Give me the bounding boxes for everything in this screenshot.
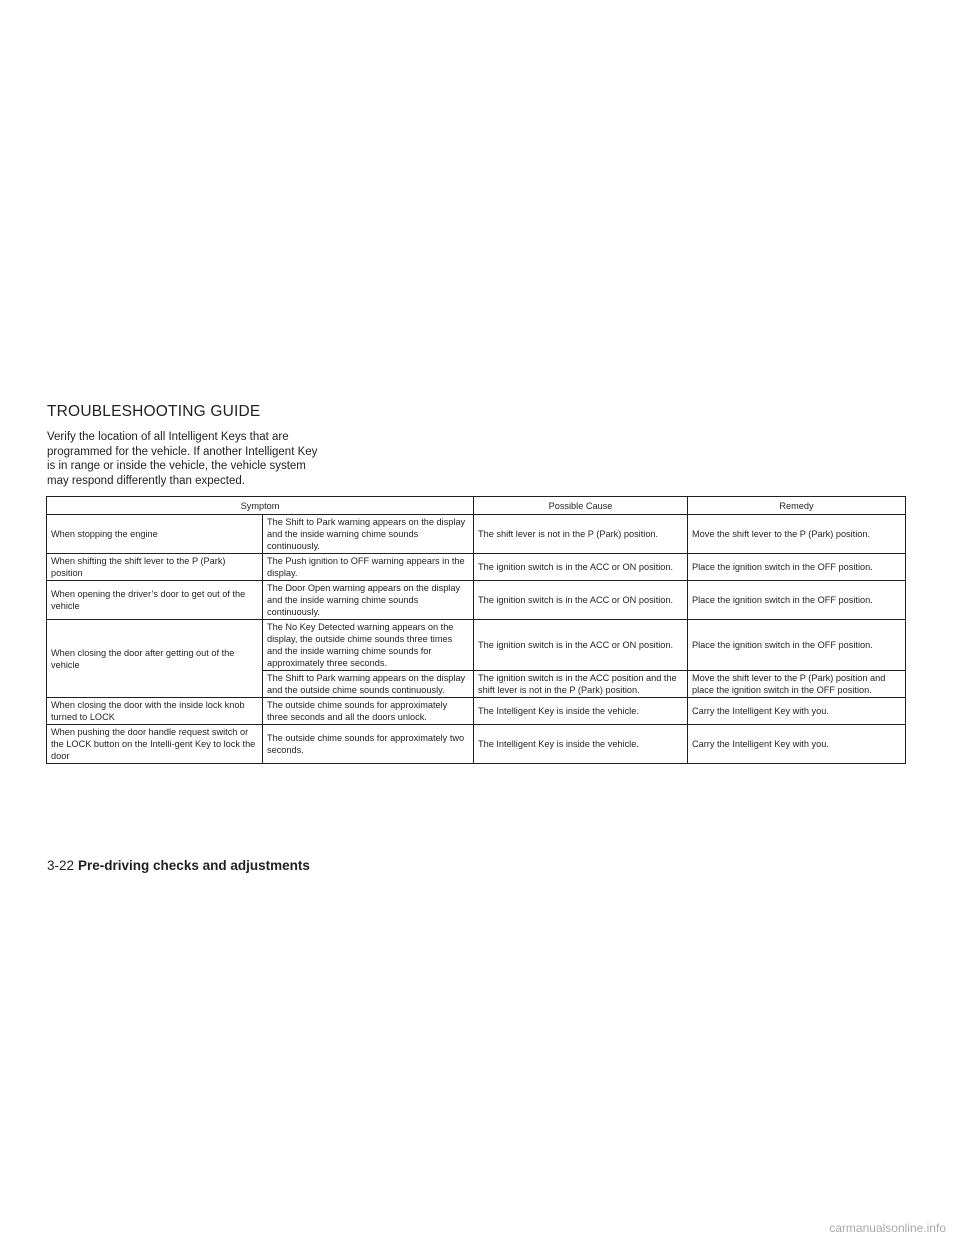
cell-situation: When closing the door after getting out of the vehicle: [47, 620, 263, 698]
cell-cause: The ignition switch is in the ACC position and the shift lever is not in the P (Park) position.: [474, 671, 688, 698]
table-row: [47, 698, 906, 725]
cell-symptom: The outside chime sounds for approximately two seconds.: [263, 725, 474, 764]
cell-situation: When shifting the shift lever to the P (Park) position: [47, 554, 263, 581]
cell-situation: When pushing the door handle request switch or the LOCK button on the Intelli-gent Key to lock the door: [47, 725, 263, 764]
cell-situation: When opening the driver’s door to get out of the vehicle: [47, 581, 263, 620]
cell-situation: When stopping the engine: [47, 515, 263, 554]
header-symptom: Symptom: [47, 497, 474, 515]
page-footer: [47, 858, 310, 873]
table-row: [47, 515, 906, 554]
section-name: Pre-driving checks and adjustments: [78, 858, 310, 873]
cell-remedy: Carry the Intelligent Key with you.: [688, 698, 906, 725]
table-header-row: [47, 497, 906, 515]
table-row: [47, 581, 906, 620]
header-possible-cause: Possible Cause: [474, 497, 688, 515]
intro-paragraph: Verify the location of all Intelligent Keys that are programmed for the vehicle. If another Intelligent Key is in range or inside the vehicle, the vehicle system may respond differently than expected.: [47, 431, 318, 487]
cell-symptom: The No Key Detected warning appears on the display, the outside chime sounds three times and the inside warning chime sounds for approximately three seconds.: [263, 620, 474, 671]
cell-cause: The shift lever is not in the P (Park) position.: [474, 515, 688, 554]
page-number: 3-22: [47, 858, 75, 873]
header-remedy: Remedy: [688, 497, 906, 515]
cell-cause: The ignition switch is in the ACC or ON position.: [474, 554, 688, 581]
cell-remedy: Move the shift lever to the P (Park) position and place the ignition switch in the OFF position.: [688, 671, 906, 698]
cell-symptom: The Door Open warning appears on the display and the inside warning chime sounds continuously.: [263, 581, 474, 620]
cell-remedy: Place the ignition switch in the OFF position.: [688, 554, 906, 581]
cell-cause: The ignition switch is in the ACC or ON position.: [474, 581, 688, 620]
cell-cause: The Intelligent Key is inside the vehicle.: [474, 698, 688, 725]
cell-remedy: Carry the Intelligent Key with you.: [688, 725, 906, 764]
cell-symptom: The Push ignition to OFF warning appears in the display.: [263, 554, 474, 581]
watermark[interactable]: carmanualsonline.info: [829, 1221, 946, 1235]
table-row: [47, 620, 906, 671]
cell-cause: The Intelligent Key is inside the vehicle.: [474, 725, 688, 764]
cell-cause: The ignition switch is in the ACC or ON position.: [474, 620, 688, 671]
cell-symptom: The outside chime sounds for approximately three seconds and all the doors unlock.: [263, 698, 474, 725]
table-row: [47, 725, 906, 764]
cell-remedy: Place the ignition switch in the OFF position.: [688, 581, 906, 620]
cell-remedy: Move the shift lever to the P (Park) position.: [688, 515, 906, 554]
cell-remedy: Place the ignition switch in the OFF position.: [688, 620, 906, 671]
cell-situation: When closing the door with the inside lock knob turned to LOCK: [47, 698, 263, 725]
cell-symptom: The Shift to Park warning appears on the display and the outside chime sounds continuously.: [263, 671, 474, 698]
cell-symptom: The Shift to Park warning appears on the display and the inside warning chime sounds continuously.: [263, 515, 474, 554]
table-row: [47, 554, 906, 581]
page-title: TROUBLESHOOTING GUIDE: [47, 403, 261, 420]
troubleshooting-table: [46, 496, 906, 764]
